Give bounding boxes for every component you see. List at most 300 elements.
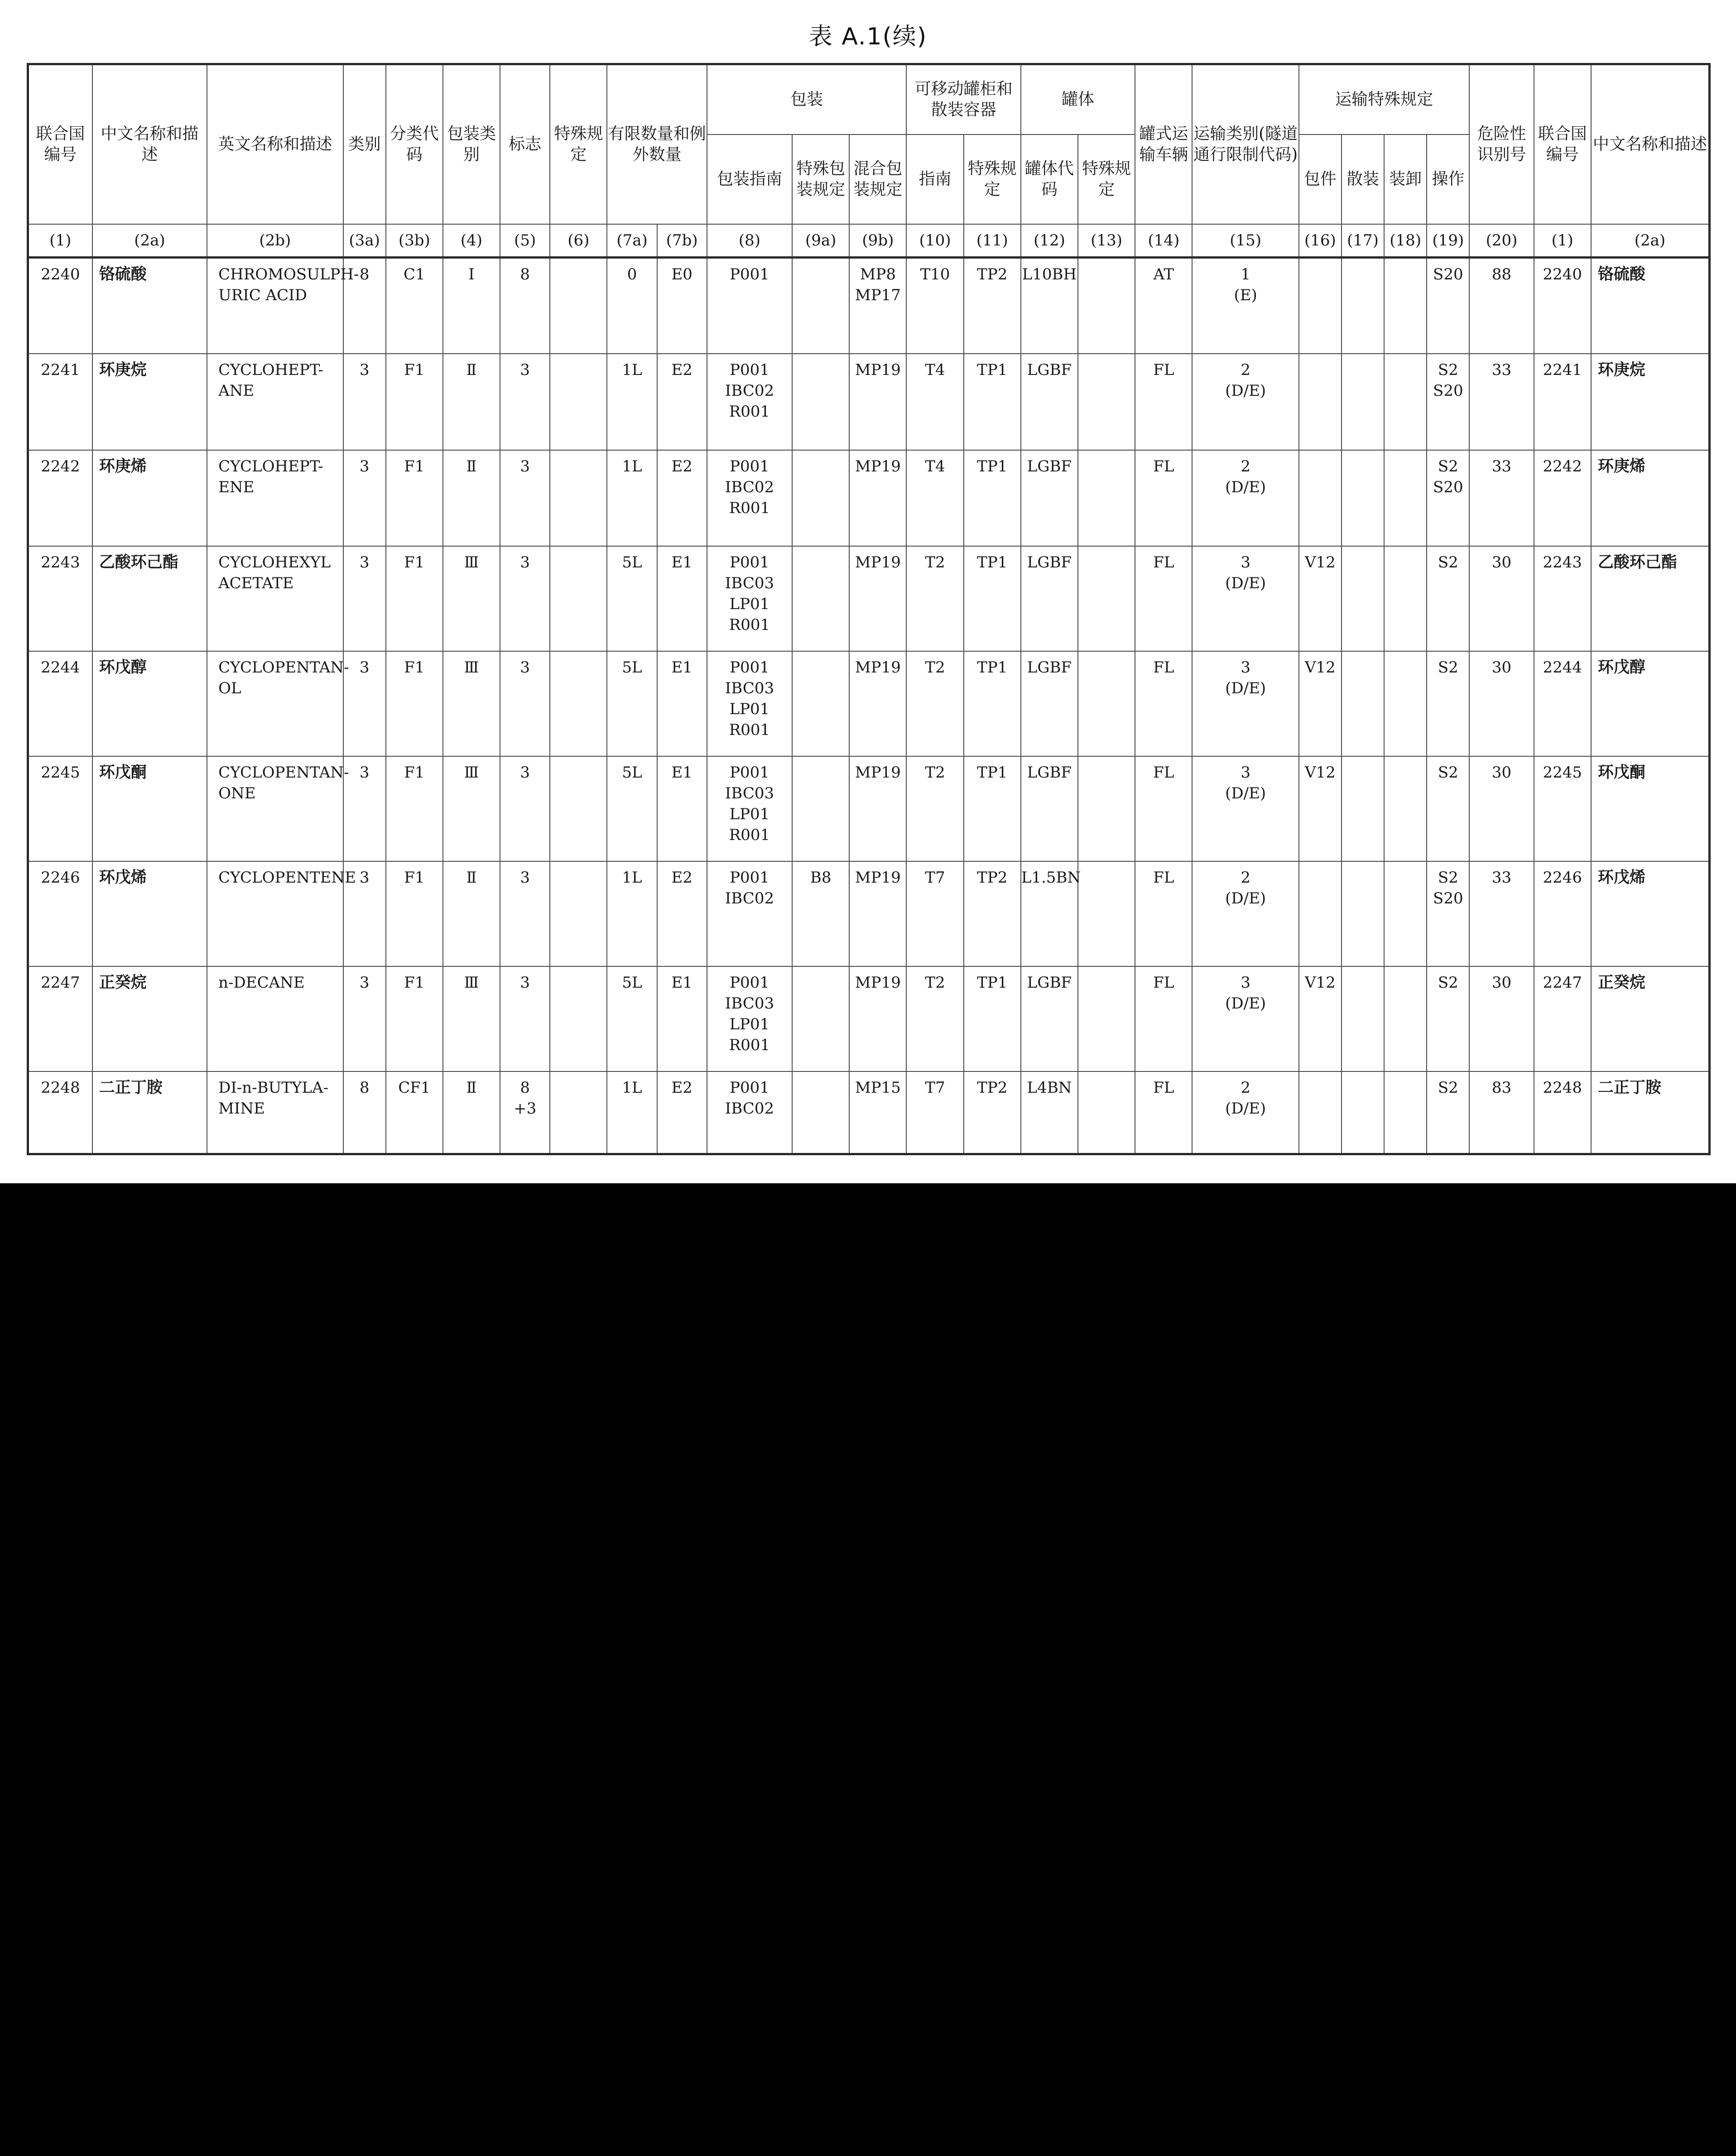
cell-operation-provision (1427, 651, 1469, 756)
cell-special-provisions (550, 450, 607, 546)
cell-loading-provision (1384, 258, 1427, 354)
header-bulk: 散装 (1342, 134, 1384, 224)
column-number: (3a) (343, 224, 386, 258)
cell-chinese-name: 铬硫酸 (92, 258, 207, 354)
cell-un-number: 2245 (28, 756, 92, 861)
header-tank-vehicle: 罐式运输车辆 (1135, 64, 1192, 225)
header-hazard-id: 危险性识别号 (1469, 64, 1534, 225)
cell-packages-provision: V12 (1299, 546, 1342, 651)
column-number: (10) (906, 224, 963, 258)
cell-packing-instructions (707, 546, 792, 651)
cell-line: 2 (1241, 1078, 1250, 1097)
header-packaging-group: 包装 (707, 64, 907, 135)
cell-packing-group: Ⅲ (443, 651, 500, 756)
cell-excepted-quantity: E2 (657, 861, 707, 966)
cell-packages-provision (1299, 354, 1342, 450)
cell-class: 3 (343, 450, 386, 546)
header-packing-instructions: 包装指南 (707, 134, 792, 224)
cell-label (500, 450, 550, 546)
cell-class: 3 (343, 966, 386, 1071)
cell-packing-instructions (707, 258, 792, 354)
cell-un-number-repeat: 2245 (1534, 756, 1591, 861)
cell-line: MP19 (855, 360, 901, 379)
cell-label (500, 546, 550, 651)
cell-chinese-name-repeat: 环庚烷 (1591, 354, 1710, 450)
cell-portable-tank-special: TP1 (964, 546, 1021, 651)
table-row (28, 966, 1710, 1071)
cell-chinese-name-repeat: 正癸烷 (1591, 966, 1710, 1071)
cell-classification-code: F1 (386, 450, 443, 546)
cell-transport-category (1192, 354, 1298, 450)
column-number: (5) (500, 224, 550, 258)
cell-un-number-repeat: 2246 (1534, 861, 1591, 966)
cell-english-name (207, 450, 343, 546)
cell-bulk-provision (1342, 756, 1384, 861)
cell-excepted-quantity: E0 (657, 258, 707, 354)
cell-tank-vehicle: FL (1135, 756, 1192, 861)
cell-operation-provision (1427, 861, 1469, 966)
cell-bulk-provision (1342, 1071, 1384, 1154)
column-number: (13) (1078, 224, 1135, 258)
header-classification-code: 分类代码 (386, 64, 443, 225)
cell-line: P001 (730, 265, 769, 283)
cell-line: S2 (1438, 973, 1458, 992)
column-number: (2a) (92, 224, 207, 258)
cell-line: ANE (218, 381, 255, 400)
cell-mixed-packing (849, 966, 906, 1071)
cell-portable-tank-instruction: T4 (906, 354, 963, 450)
cell-packing-group: Ⅱ (443, 1071, 500, 1154)
cell-line: LP01 (729, 595, 770, 613)
column-number: (6) (550, 224, 607, 258)
header-special-packing-provisions: 特殊包装规定 (792, 134, 849, 224)
header-un-number-repeat: 联合国编号 (1534, 64, 1591, 225)
cell-packing-group: Ⅱ (443, 450, 500, 546)
cell-packages-provision (1299, 861, 1342, 966)
cell-special-packing (792, 354, 849, 450)
cell-chinese-name-repeat: 环戊烯 (1591, 861, 1710, 966)
cell-excepted-quantity: E2 (657, 354, 707, 450)
cell-tank-code: LGBF (1021, 354, 1078, 450)
cell-hazard-id: 83 (1469, 1071, 1534, 1154)
cell-mixed-packing (849, 546, 906, 651)
cell-packing-group: Ⅲ (443, 546, 500, 651)
cell-line: 3 (520, 553, 530, 571)
cell-limited-quantity: 5L (607, 651, 657, 756)
cell-line: 3 (1241, 763, 1250, 782)
cell-un-number-repeat: 2248 (1534, 1071, 1591, 1154)
cell-classification-code: CF1 (386, 1071, 443, 1154)
cell-tank-vehicle: FL (1135, 651, 1192, 756)
cell-tank-special (1078, 450, 1135, 546)
cell-label (500, 651, 550, 756)
cell-un-number-repeat: 2240 (1534, 258, 1591, 354)
cell-bulk-provision (1342, 861, 1384, 966)
cell-line: P001 (730, 973, 769, 992)
cell-packing-instructions (707, 651, 792, 756)
cell-special-provisions (550, 258, 607, 354)
cell-line: CYCLOPENTAN- (218, 763, 349, 782)
cell-line: MP19 (855, 553, 901, 571)
cell-special-provisions (550, 651, 607, 756)
cell-line: 3 (1241, 658, 1250, 677)
cell-tank-special (1078, 546, 1135, 651)
cell-line: (D/E) (1225, 994, 1266, 1013)
cell-portable-tank-instruction: T2 (906, 546, 963, 651)
cell-line: S20 (1433, 889, 1463, 908)
cell-classification-code: F1 (386, 861, 443, 966)
cell-mixed-packing (849, 354, 906, 450)
cell-chinese-name: 乙酸环己酯 (92, 546, 207, 651)
cell-packages-provision (1299, 450, 1342, 546)
cell-un-number: 2240 (28, 258, 92, 354)
cell-operation-provision (1427, 450, 1469, 546)
cell-chinese-name: 正癸烷 (92, 966, 207, 1071)
cell-class: 3 (343, 756, 386, 861)
cell-mixed-packing (849, 651, 906, 756)
table-row (28, 756, 1710, 861)
cell-chinese-name: 二正丁胺 (92, 1071, 207, 1154)
cell-transport-category (1192, 1071, 1298, 1154)
cell-tank-vehicle: FL (1135, 354, 1192, 450)
cell-loading-provision (1384, 546, 1427, 651)
cell-tank-special (1078, 756, 1135, 861)
cell-line: 3 (520, 763, 530, 782)
cell-excepted-quantity: E1 (657, 651, 707, 756)
cell-english-name (207, 546, 343, 651)
column-number: (12) (1021, 224, 1078, 258)
cell-bulk-provision (1342, 450, 1384, 546)
header-loading-unloading: 装卸 (1384, 134, 1427, 224)
cell-line: CYCLOPENTAN- (218, 658, 349, 677)
cell-loading-provision (1384, 1071, 1427, 1154)
cell-line: MP19 (855, 457, 901, 475)
cell-un-number: 2242 (28, 450, 92, 546)
column-number: (18) (1384, 224, 1427, 258)
header-class: 类别 (343, 64, 386, 225)
cell-excepted-quantity: E1 (657, 966, 707, 1071)
cell-portable-tank-instruction: T2 (906, 966, 963, 1071)
cell-special-packing (792, 258, 849, 354)
cell-chinese-name-repeat: 铬硫酸 (1591, 258, 1710, 354)
header-transport-category: 运输类别(隧道通行限制代码) (1192, 64, 1298, 225)
dangerous-goods-table (27, 63, 1711, 1155)
table-row (28, 354, 1710, 450)
cell-label (500, 258, 550, 354)
cell-chinese-name: 环戊醇 (92, 651, 207, 756)
header-packing-group: 包装类别 (443, 64, 500, 225)
cell-packages-provision: V12 (1299, 651, 1342, 756)
cell-class: 3 (343, 546, 386, 651)
cell-hazard-id: 33 (1469, 450, 1534, 546)
cell-transport-category (1192, 966, 1298, 1071)
cell-class: 3 (343, 651, 386, 756)
cell-classification-code: C1 (386, 258, 443, 354)
cell-excepted-quantity: E2 (657, 1071, 707, 1154)
cell-loading-provision (1384, 861, 1427, 966)
cell-hazard-id: 33 (1469, 861, 1534, 966)
cell-line: n-DECANE (218, 973, 305, 992)
cell-english-name (207, 756, 349, 861)
cell-line: DI-n-BUTYLA- (218, 1078, 329, 1097)
cell-portable-tank-instruction: T4 (906, 450, 963, 546)
cell-line: S2 (1438, 658, 1458, 677)
cell-loading-provision (1384, 756, 1427, 861)
column-number: (11) (964, 224, 1021, 258)
table-row (28, 258, 1710, 354)
cell-line: ACETATE (218, 574, 294, 592)
table-row (28, 861, 1710, 966)
cell-chinese-name: 环庚烷 (92, 354, 207, 450)
cell-portable-tank-special: TP1 (964, 756, 1021, 861)
cell-packages-provision (1299, 1071, 1342, 1154)
cell-special-provisions (550, 546, 607, 651)
cell-classification-code: F1 (386, 354, 443, 450)
cell-line: MINE (218, 1099, 265, 1118)
cell-line: MP17 (855, 286, 901, 304)
cell-excepted-quantity: E2 (657, 450, 707, 546)
cell-packing-instructions (707, 354, 792, 450)
header-tank-group: 罐体 (1021, 64, 1135, 135)
cell-un-number: 2248 (28, 1071, 92, 1154)
header-operation: 操作 (1427, 134, 1469, 224)
cell-label (500, 1071, 550, 1154)
cell-limited-quantity: 1L (607, 450, 657, 546)
cell-transport-category (1192, 450, 1298, 546)
cell-tank-vehicle: AT (1135, 258, 1192, 354)
cell-line: 2 (1241, 457, 1250, 475)
table-row (28, 651, 1710, 756)
cell-bulk-provision (1342, 258, 1384, 354)
cell-bulk-provision (1342, 651, 1384, 756)
cell-line: LP01 (729, 805, 770, 823)
cell-operation-provision (1427, 1071, 1469, 1154)
cell-line: CHROMOSULPH- (218, 265, 359, 283)
column-number: (9a) (792, 224, 849, 258)
cell-line: 2 (1241, 360, 1250, 379)
cell-line: OL (218, 679, 241, 697)
cell-special-packing: B8 (792, 861, 849, 966)
cell-packing-group: Ⅲ (443, 966, 500, 1071)
cell-chinese-name: 环戊烯 (92, 861, 207, 966)
header-portable-instructions: 指南 (906, 134, 963, 224)
cell-class: 3 (343, 354, 386, 450)
cell-special-provisions (550, 354, 607, 450)
cell-tank-code: LGBF (1021, 450, 1078, 546)
cell-line: R001 (729, 1036, 770, 1054)
cell-un-number-repeat: 2247 (1534, 966, 1591, 1071)
cell-tank-code: LGBF (1021, 651, 1078, 756)
cell-portable-tank-instruction: T7 (906, 1071, 963, 1154)
cell-line: MP19 (855, 763, 901, 782)
cell-tank-special (1078, 258, 1135, 354)
cell-special-provisions (550, 756, 607, 861)
cell-mixed-packing (849, 1071, 906, 1154)
cell-chinese-name-repeat: 二正丁胺 (1591, 1071, 1710, 1154)
cell-portable-tank-special: TP2 (964, 1071, 1021, 1154)
cell-line: IBC02 (725, 1099, 774, 1118)
column-number: (3b) (386, 224, 443, 258)
cell-line: S2 (1438, 360, 1458, 379)
table-body (28, 258, 1710, 1154)
cell-operation-provision (1427, 966, 1469, 1071)
header-chinese-name: 中文名称和描述 (92, 64, 207, 225)
column-number: (2b) (207, 224, 343, 258)
cell-packages-provision: V12 (1299, 966, 1342, 1071)
column-number-row (28, 224, 1710, 258)
cell-class: 8 (343, 1071, 386, 1154)
cell-transport-category (1192, 756, 1298, 861)
cell-un-number-repeat: 2242 (1534, 450, 1591, 546)
cell-line: MP19 (855, 973, 901, 992)
cell-special-packing (792, 651, 849, 756)
cell-loading-provision (1384, 651, 1427, 756)
cell-transport-category (1192, 651, 1298, 756)
cell-chinese-name-repeat: 环庚烯 (1591, 450, 1710, 546)
cell-line: 3 (1241, 973, 1250, 992)
cell-line: IBC03 (725, 574, 774, 592)
cell-portable-tank-special: TP1 (964, 651, 1021, 756)
header-packages: 包件 (1299, 134, 1342, 224)
cell-tank-code: L10BH (1021, 258, 1078, 354)
cell-line: CYCLOHEPT- (218, 457, 323, 475)
cell-line: MP8 (860, 265, 896, 283)
cell-hazard-id: 30 (1469, 756, 1534, 861)
cell-line: LP01 (729, 700, 770, 718)
header-chinese-name-repeat: 中文名称和描述 (1591, 64, 1710, 225)
cell-english-name (207, 966, 343, 1071)
cell-un-number: 2246 (28, 861, 92, 966)
header-english-name: 英文名称和描述 (207, 64, 343, 225)
cell-line: LP01 (729, 1015, 770, 1033)
cell-line: (D/E) (1225, 478, 1266, 496)
cell-mixed-packing (849, 450, 906, 546)
cell-line: R001 (729, 720, 770, 739)
cell-line: P001 (730, 457, 769, 475)
cell-un-number-repeat: 2243 (1534, 546, 1591, 651)
cell-line: P001 (730, 360, 769, 379)
cell-tank-code: LGBF (1021, 756, 1078, 861)
cell-line: IBC03 (725, 784, 774, 802)
cell-line: URIC ACID (218, 286, 307, 304)
cell-portable-tank-instruction: T2 (906, 651, 963, 756)
cell-line: P001 (730, 553, 769, 571)
cell-limited-quantity: 5L (607, 756, 657, 861)
cell-tank-code: L1.5BN (1021, 861, 1078, 966)
cell-operation-provision (1427, 258, 1469, 354)
cell-classification-code: F1 (386, 546, 443, 651)
header-portable-special-provisions: 特殊规定 (964, 134, 1021, 224)
cell-line: CYCLOPENTENE (218, 868, 356, 887)
cell-special-provisions (550, 1071, 607, 1154)
cell-line: 3 (520, 868, 530, 887)
cell-portable-tank-special: TP2 (964, 861, 1021, 966)
table-header (28, 64, 1710, 258)
header-mixed-packing-provisions: 混合包装规定 (849, 134, 906, 224)
cell-tank-code: L4BN (1021, 1071, 1078, 1154)
cell-hazard-id: 33 (1469, 354, 1534, 450)
cell-line: S20 (1433, 478, 1463, 496)
cell-tank-special (1078, 966, 1135, 1071)
cell-line: S2 (1438, 457, 1458, 475)
cell-special-provisions (550, 861, 607, 966)
column-number: (1) (28, 224, 92, 258)
cell-bulk-provision (1342, 546, 1384, 651)
cell-line: (D/E) (1225, 1099, 1266, 1118)
cell-class: 8 (343, 258, 386, 354)
cell-tank-vehicle: FL (1135, 546, 1192, 651)
cell-line: 8 (520, 265, 530, 283)
cell-portable-tank-instruction: T2 (906, 756, 963, 861)
cell-line: S2 (1438, 868, 1458, 887)
cell-line: +3 (514, 1099, 537, 1118)
cell-limited-quantity: 5L (607, 546, 657, 651)
header-un-number: 联合国编号 (28, 64, 92, 225)
cell-un-number: 2244 (28, 651, 92, 756)
cell-loading-provision (1384, 354, 1427, 450)
cell-english-name (207, 1071, 343, 1154)
cell-line: ENE (218, 478, 255, 496)
cell-line: S20 (1433, 265, 1463, 283)
cell-tank-vehicle: FL (1135, 966, 1192, 1071)
column-number: (8) (707, 224, 792, 258)
cell-packing-group: Ⅱ (443, 861, 500, 966)
cell-tank-special (1078, 861, 1135, 966)
header-portable-tanks-group: 可移动罐柜和散装容器 (906, 64, 1020, 135)
cell-line: 2 (1241, 868, 1250, 887)
column-number: (7a) (607, 224, 657, 258)
cell-hazard-id: 30 (1469, 966, 1534, 1071)
cell-line: (D/E) (1225, 381, 1266, 400)
cell-tank-special (1078, 651, 1135, 756)
cell-line: 1 (1241, 265, 1250, 283)
cell-portable-tank-special: TP1 (964, 450, 1021, 546)
header-limited-excepted-quantities: 有限数量和例外数量 (607, 64, 707, 225)
cell-operation-provision (1427, 354, 1469, 450)
cell-portable-tank-special: TP2 (964, 258, 1021, 354)
column-number: (9b) (849, 224, 906, 258)
column-number: (17) (1342, 224, 1384, 258)
cell-line: P001 (730, 1078, 769, 1097)
cell-hazard-id: 88 (1469, 258, 1534, 354)
cell-transport-category (1192, 546, 1298, 651)
cell-line: P001 (730, 763, 769, 782)
cell-un-number-repeat: 2244 (1534, 651, 1591, 756)
column-number: (15) (1192, 224, 1298, 258)
cell-bulk-provision (1342, 354, 1384, 450)
column-number: (14) (1135, 224, 1192, 258)
cell-hazard-id: 30 (1469, 546, 1534, 651)
cell-tank-code: LGBF (1021, 546, 1078, 651)
cell-packages-provision (1299, 258, 1342, 354)
cell-special-packing (792, 756, 849, 861)
table-row (28, 1071, 1710, 1154)
cell-chinese-name: 环戊酮 (92, 756, 207, 861)
header-tank-special-provisions: 特殊规定 (1078, 134, 1135, 224)
cell-label (500, 861, 550, 966)
cell-english-name (207, 258, 359, 354)
cell-line: (E) (1234, 286, 1257, 304)
cell-limited-quantity: 0 (607, 258, 657, 354)
header-label: 标志 (500, 64, 550, 225)
cell-line: 3 (520, 973, 530, 992)
cell-english-name (207, 861, 356, 966)
cell-tank-vehicle: FL (1135, 1071, 1192, 1154)
cell-mixed-packing (849, 861, 906, 966)
cell-chinese-name: 环庚烯 (92, 450, 207, 546)
cell-chinese-name-repeat: 环戊醇 (1591, 651, 1710, 756)
column-number: (20) (1469, 224, 1534, 258)
